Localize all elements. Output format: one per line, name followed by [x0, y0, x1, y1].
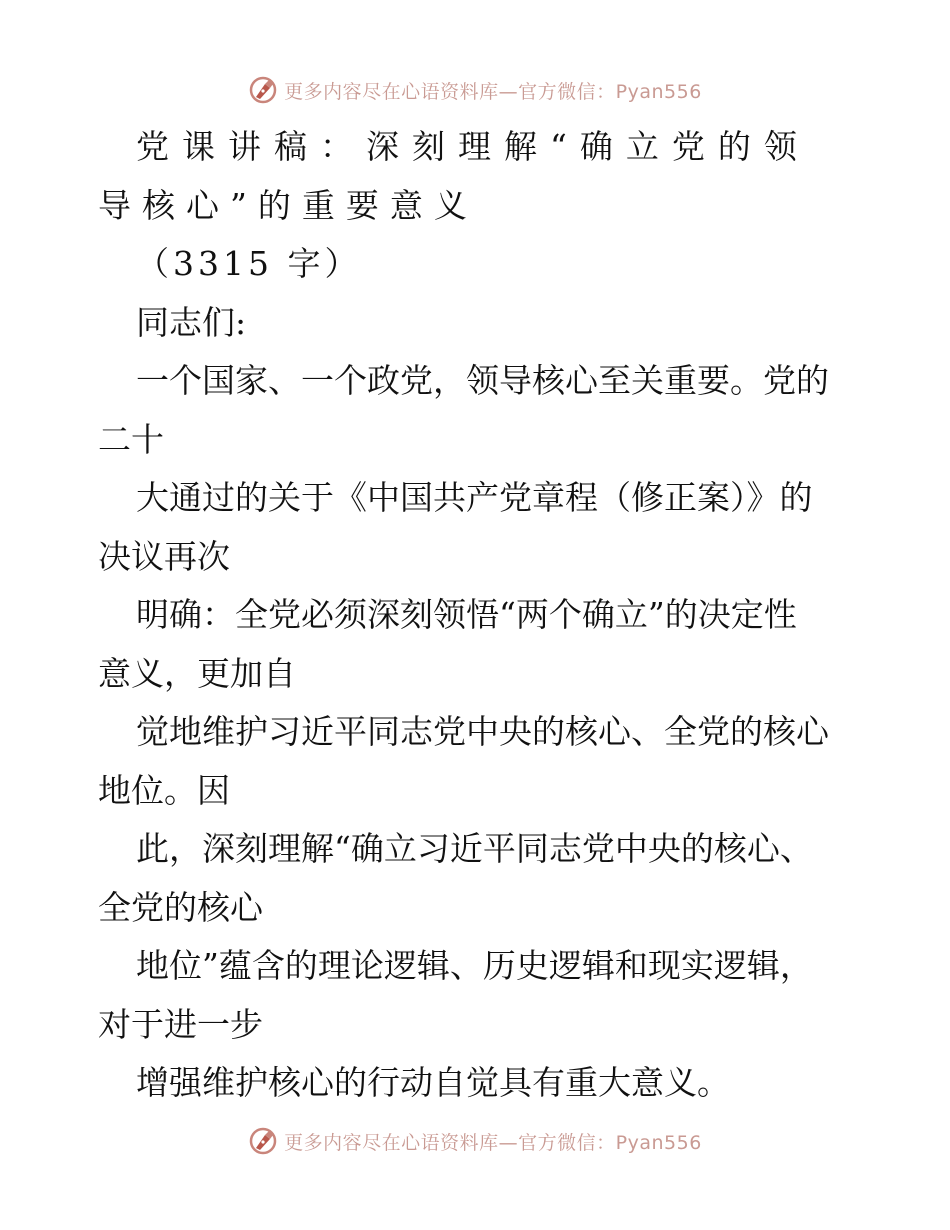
paragraph-line: 此，深刻理解“确立习近平同志党中央的核心、 — [136, 829, 813, 868]
paragraph-line: 地位”蕴含的理论逻辑、历史逻辑和现实逻辑， — [136, 946, 813, 985]
paragraph-line: 全党的核心 — [98, 887, 263, 927]
watermark-text: 更多内容尽在心语资料库—官方微信：Pyan556 — [284, 1131, 702, 1154]
paragraph-line: 决议再次 — [98, 536, 230, 576]
paragraph-line: 对于进一步 — [98, 1004, 263, 1044]
word-count: （3315 字） — [136, 244, 362, 283]
paragraph-line: 大通过的关于《中国共产党章程（修正案）》的 — [136, 478, 813, 517]
salutation: 同志们: — [136, 302, 247, 342]
watermark-footer — [0, 1121, 950, 1161]
watermark-text: 更多内容尽在心语资料库—官方微信：Pyan556 — [284, 80, 702, 103]
title-line-1: 党课讲稿：深刻理解“确立党的领 — [136, 127, 810, 166]
document-body — [98, 118, 858, 1113]
paragraph-line: 地位。因 — [98, 770, 230, 810]
paragraph-line: 二十 — [98, 419, 164, 459]
pen-nib-logo-icon — [248, 1126, 278, 1156]
paragraph-line: 觉地维护习近平同志党中央的核心、全党的核心 — [136, 712, 829, 751]
paragraph-line: 增强维护核心的行动自觉具有重大意义。 — [136, 1063, 730, 1102]
paragraph-line: 明确：全党必须深刻领悟“两个确立”的决定性 — [136, 595, 797, 634]
pen-nib-logo-icon — [248, 75, 278, 105]
watermark-header — [0, 70, 950, 110]
paragraph-line: 一个国家、一个政党，领导核心至关重要。党的 — [136, 361, 829, 400]
paragraph-line: 意义，更加自 — [98, 653, 296, 693]
title-line-2: 导核心”的重要意义 — [98, 185, 478, 225]
